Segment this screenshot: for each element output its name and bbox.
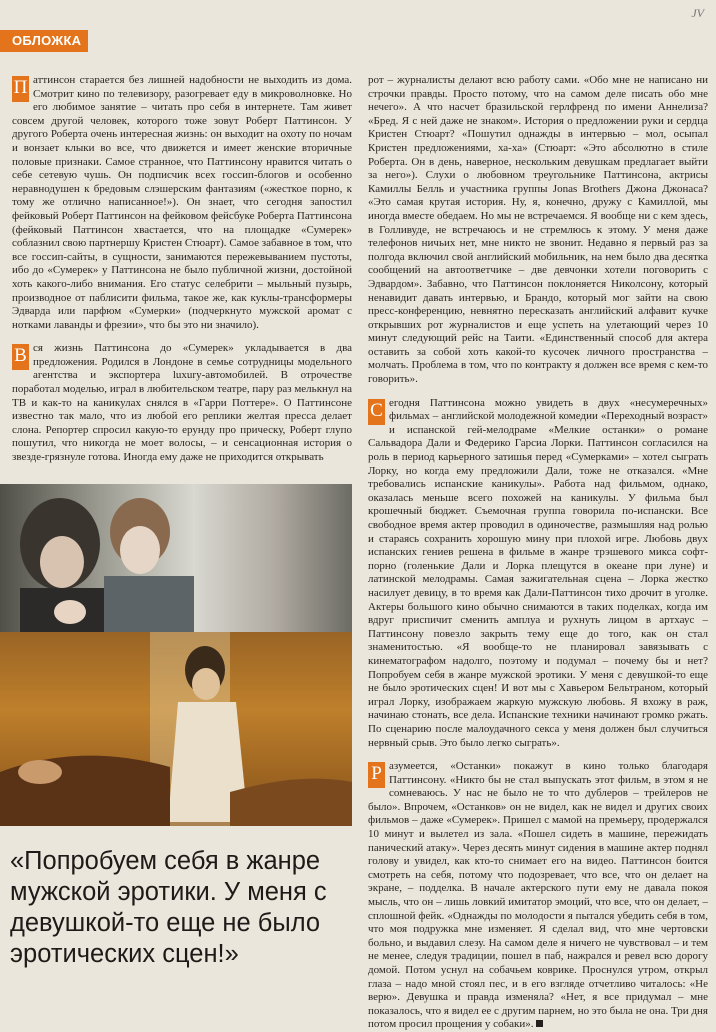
section-label: ОБЛОЖКА <box>0 30 88 52</box>
paragraph-text: азумеется, «Останки» покажут в кино только благодаря Паттинсону. «Никто бы не стал выпускать этот фильм, в этом я не сомневаюсь. У нас не было не то что дублеров – трейлеров не было». Впрочем, «Останков» он не видел, как не видел и других своих фильмов – даже «Сумерек». Пришел с мамой на премьеру, продержался 10 минут и вылетел из зала. «Пошел сидеть в машине, пережидать панический атаку». Через десять минут сидения в машине актер поднял голову и увидел, как кто-то снимает его на видео. Паттинсон боится смотреть на себя, потому что подозревает, что все, что он делает на экране, – подделка. В начале актерского пути ему не давала покоя мысль, что он – лишь ловкий имитатор эмоций, что все, что он делает, – сплошной фейк. «Однажды по молодости я пытался убедить себя в том, что моя подружка мне изменяет. Я сделал вид, что мне чертовски больно, и выдавил слезу. На самом деле я ничего не чувствовал – и тем не менее, следуя традиции, пошел в паб, нажрался и ревел всю дорогу домой. Потом уснул на собачьем коврике. Проснулся утром, открыл глаза – надо мной стоял пес, и в его взгляде отчетливо читалось: «Не верю». Девушка и правда изменяла? «Нет, я все придумал – мне показалось, что я видел ее с другим парнем, но это была не она. Три дня потом просил прощения у собаки». <box>368 760 708 1031</box>
film-still-illustration <box>0 484 352 642</box>
drop-cap: С <box>368 399 385 425</box>
drop-cap: В <box>12 344 29 370</box>
pull-quote: «Попробуем себя в жанре мужской эротики. У меня с девушкой-то еще не было эротических сцен!» <box>10 847 327 968</box>
paragraph-text: рот – журналисты делают всю работу сами. «Обо мне не написано ни строчки правды. Просто потому, что на самом деле писать обо мне нечего». А что насчет бразильской герлфренд по имени Аннелиза? «Бред. Я с ней даже не знаком». История о предложении руки и сердца Кристен Стюарт? «Пошутил однажды в интервью – мол, осыпал Кристен предложениями, ха-ха» (Стюарт: «Это абсолютно в стиле Роберта. Он в день, наверное, нескольким девушкам предлагает выйти за него»). Слухи о любовном треугольнике Паттинсона, актрисы Камиллы Белль и участника группы Jonas Brothers Джона Джонаса? «Это самая крутая история. Ну, я, конечно, дружу с Камиллой, мы иногда вместе обедаем. Но мы не встречаемся. Я вообще ни с кем здесь, в Голливуде, не встречаюсь и не стремлюсь к этому. У меня даже телефонов ничьих нет, мне никто не звонит. Недавно я первый раз за полгода включил свой английский мобильник, на нем было два десятка сообщений на автоответчике – две девчонки хотели поговорить с Эдвардом». Забавно, что Паттинсон поклоняется Николсону, который ненавидит давать интервью, и Брандо, который мог зайти на свою пресс-конференцию, невнятно пересказать английский алфавит кучке открывших рот журналистов и еще успеть на улетающий через 10 минут следующий рейс на Таити. «Единственный способ для актера оставить за собой хоть какой-то кусочек личного пространства – молчать. Проблема в том, что по контракту я должен все время с кем-то говорить». <box>368 74 708 386</box>
drop-cap: П <box>12 76 29 102</box>
left-paragraph-1 <box>12 74 352 332</box>
drop-cap: Р <box>368 762 385 788</box>
paragraph-text: аттинсон старается без лишней надобности не выходить из дома. Смотрит кино по телевизору, разогревает еду в микроволновке. Но его любимое занятие – читать про себя в интернете. Там живет совсем другой человек, которого тоже зовут Роберт Паттинсон. У другого Роберта очень интересная жизнь: он выходит на охоту по ночам и вонзает клыки во все, что движется и имеет женские вторичные половые признаки. Самое странное, что Паттинсону нравится читать о себе сетевую чушь. Он подписчик всех госсип-блогов и особенно неравнодушен к бредовым слэшерским фантазиям («жесткое порно, к тому же отлично написанное!»). Он знает, что сегодня запостил фейковый Роберт Паттинсон на фейковом фейсбуке Роберта Паттинсона (фейковый Паттинсон хвастается, что на площадке «Сумерек» соблазнил свою партнершу Кристен Стюарт). Самое забавное в том, что все госсип-сайты, в сущности, занимаются пережевыванием пустоты, ибо до «Сумерек» у Паттинсона не было публичной жизни, достойной хоть какого-либо внимания. Его статус селебрити – мыльный пузырь, производное от паблисити фильма, такое же, как куклы-трансформеры Эдварда или парфюм «Сумерки» (подчеркнуто мужской аромат с нотками лаванды и фрезии», что бы это ни значило). <box>12 74 352 331</box>
right-paragraph-2 <box>368 397 708 750</box>
film-still-photo <box>0 484 352 642</box>
paragraph-text: ся жизнь Паттинсона до «Сумерек» укладывается в два предложения. Родился в Лондоне в семье сотрудницы модельного агентства и экспортера luxury-автомобилей. В отрочестве поработал моделью, играл в любительском театре, пару раз мелькнул на ТВ и как-то на каникулах снялся в «Гарри Поттере». О Паттинсоне известно так мало, что из любой его реплики желтая пресса делает слона. Репортер спросил какую-то ерунду про прическу, Роберт глупо пошутил, что никогда не моет волосы, – и сенсационная история о звезде-грязнуле готова. Иногда ему даже не приходится открывать <box>12 342 352 464</box>
right-paragraph-1 <box>368 74 708 387</box>
end-of-article-mark <box>536 1020 543 1027</box>
left-paragraph-2 <box>12 342 352 464</box>
page-folio: JV <box>691 6 704 20</box>
bedroom-scene-photo <box>0 632 352 826</box>
left-column <box>12 74 352 494</box>
right-column <box>368 74 708 1031</box>
bedroom-scene-illustration <box>0 632 352 826</box>
right-paragraph-3 <box>368 760 708 1032</box>
paragraph-text: егодня Паттинсона можно увидеть в двух «несумеречных» фильмах – английской молодежной комедии «Переходный возраст» и испанской гей-мелодраме «Мелкие останки» о романе Сальвадора Дали и Федерико Гарсиа Лорки. Паттинсон согласился на роль в период карьерного затишья перед «Сумерками» – хотел сыграть Лорку, но когда ему предложили Дали, тоже не отказался. «Мне требовались испанские каникулы». Работа над фильмом, однако, оказалась меньше всего похожей на каникулы. У фильма был крошечный бюджет. Съемочная группа говорила по-испански. Все свободное время актер проводил в одиночестве, размышляя над ролью и стараясь сохранить хорошую мину при плохой игре. Любовь двух испанских гениев решена в фильме в жанре трэшевого микса софт-порно (голенькие Дали и Лорка плещутся в океане при луне) и латинской мелодрамы. Самая зажигательная сцена – Лорка жестко насилует девицу, в то время как Дали-Паттинсон тихо дрочит в уголке. Актеры большого кино обычно снимаются в таких поделках, когда им вдруг приспичит сменить амплуа и рухнуть лицом в артхаус – Паттинсону повезло закрыть тему еще до того, как он стал знаменитостью. «Я вообще-то не планировал завязывать с кинематографом надолго, поэтому и подумал – почему бы и нет? Попробуем себя в жанре мужской эротики. У меня с девушкой-то еще не было эротических сцен! И вот мы с Хавьером Бельтраном, который играл Лорку, изображаем жаркую мужскую любовь. Я вхожу в раж, начинаю стонать, все дела. Испанские техники начинают громко ржать. По сценарию после малоудачного секса у меня должен был случиться нервный срыв. Это было легко сыграть». <box>368 396 708 749</box>
